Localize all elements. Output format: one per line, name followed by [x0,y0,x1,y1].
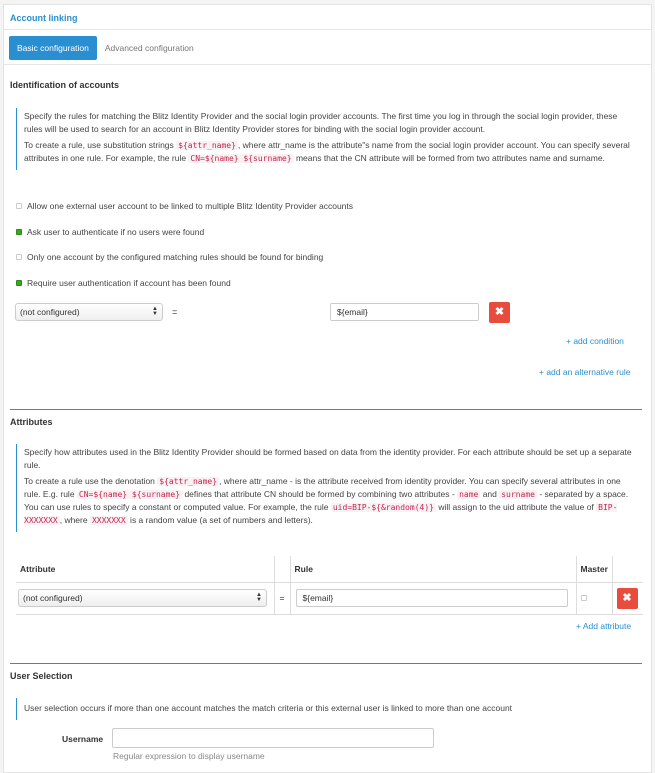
code-name: name [459,490,479,499]
checkbox-box[interactable] [16,280,22,286]
code-bip-value: BIP-XXXXXXX [24,503,618,525]
table-header-row [16,556,643,582]
add-condition-link[interactable]: + add condition [566,336,624,346]
tab-advanced-configuration[interactable]: Advanced configuration [104,43,194,53]
cell-master [576,582,612,614]
checkbox-box[interactable] [16,229,22,235]
identification-section-title: Identification of accounts [10,80,120,90]
code-uid-rule: uid=BIP-${&random(4)} [332,503,434,512]
identification-info [16,108,638,170]
attributes-table [16,556,643,615]
header-attribute: Attribute [16,556,274,582]
attributes-info-text-1: Specify how attributes used in the Blitz Identity Provider should be formed based on data from the identity provider. For each attribute should be set up a separate rule. [24,447,632,470]
tab-basic-configuration[interactable]: Basic configuration [9,36,97,60]
close-icon: ✖ [494,306,505,318]
table-row [16,582,643,614]
code-attr-name: ${attr_name} [159,477,218,486]
rule-attribute-select[interactable]: (not configured) ▲ ▼ [15,303,163,321]
username-hint: Regular expression to display username [113,751,265,761]
code-surname: surname [501,490,535,499]
cell-attribute [16,582,274,614]
master-checkbox[interactable] [581,595,587,601]
code-attr-name: ${attr_name} [178,141,236,150]
checkbox-only-one-account[interactable]: Only one account by the configured matching rules should be found for binding [16,252,323,262]
cell-actions [612,582,643,614]
header-eq [274,556,290,582]
code-cn-rule: CN=${name} ${surname} [78,490,181,499]
username-input[interactable] [112,728,434,748]
header-actions [612,556,643,582]
attributes-info-text-3: You can use rules to specify a constant or computed value. For example, the rule uid=BIP-${&random(4)} will assign to the uid attribute the value of BIP-XXXXXXX , where XXXXXXX is a random value (a set of numbers and letters). [24,502,618,525]
updown-icon: ▲ ▼ [152,306,158,317]
username-label: Username [62,734,104,744]
identification-info-text-2: To create a rule, use substitution strings ${attr_name} , where attr_name is the attribute"s name from the social login provider account. You can specify several attributes in one rule. For example, the rule CN=${name} ${surname} means that the CN attribute will be formed from two attributes name and surname. [24,140,630,163]
checkbox-box[interactable] [16,254,22,260]
header-rule: Rule [290,556,576,582]
panel-title: Account linking [4,5,651,30]
checkbox-require-authentication[interactable]: Require user authentication if account has been found [16,278,231,288]
rule-equals-sign: = [172,307,178,317]
rule-value-input[interactable]: ${email} [330,303,479,321]
attribute-select[interactable]: (not configured) ▲ ▼ [18,589,267,607]
attributes-info-text-2: To create a rule use the denotation ${attr_name} , where attr_name - is the attribute received from identity provider. You can specify several attributes in one rule. E.g. rule CN=${name} ${surname} defines that attribute CN should be formed by combining two attributes - name and surname - separated by a space. [24,476,629,499]
checkbox-ask-authenticate[interactable]: Ask user to authenticate if no users were found [16,227,204,237]
updown-icon: ▲ ▼ [256,591,262,603]
add-alternative-rule-link[interactable]: + add an alternative rule [539,367,631,377]
cell-eq: = [274,582,290,614]
tabs [9,36,202,60]
checkbox-box[interactable] [16,203,22,209]
delete-rule-button[interactable] [489,302,510,323]
code-random-value: XXXXXXX [91,516,126,525]
header-master: Master [576,556,612,582]
tabs-divider [4,64,651,65]
user-selection-section-title: User Selection [10,671,73,681]
section-divider [10,409,642,410]
add-attribute-link[interactable]: + Add attribute [576,621,632,631]
attributes-section-title: Attributes [10,417,53,427]
delete-attribute-button[interactable] [617,588,638,609]
checkbox-allow-multiple-linking[interactable]: Allow one external user account to be linked to multiple Blitz Identity Provider accounts [16,201,353,211]
user-selection-info-text: User selection occurs if more than one account matches the match criteria or this external user is linked to more than one account [24,703,513,713]
account-linking-panel [3,4,652,773]
attribute-rule-input[interactable]: ${email} [296,589,568,607]
section-divider [10,663,642,664]
identification-info-text-1: Specify the rules for matching the Blitz Identity Provider and the social login provider accounts. The first time you log in through the social login provider, these rules will be used to search for an account in Blitz Identity Provider stores for binding with the social login provider account. [24,111,618,134]
user-selection-info [16,698,576,720]
code-cn-rule: CN=${name} ${surname} [190,154,292,163]
close-icon: ✖ [622,591,632,604]
attributes-info [16,444,638,532]
cell-rule [290,582,576,614]
